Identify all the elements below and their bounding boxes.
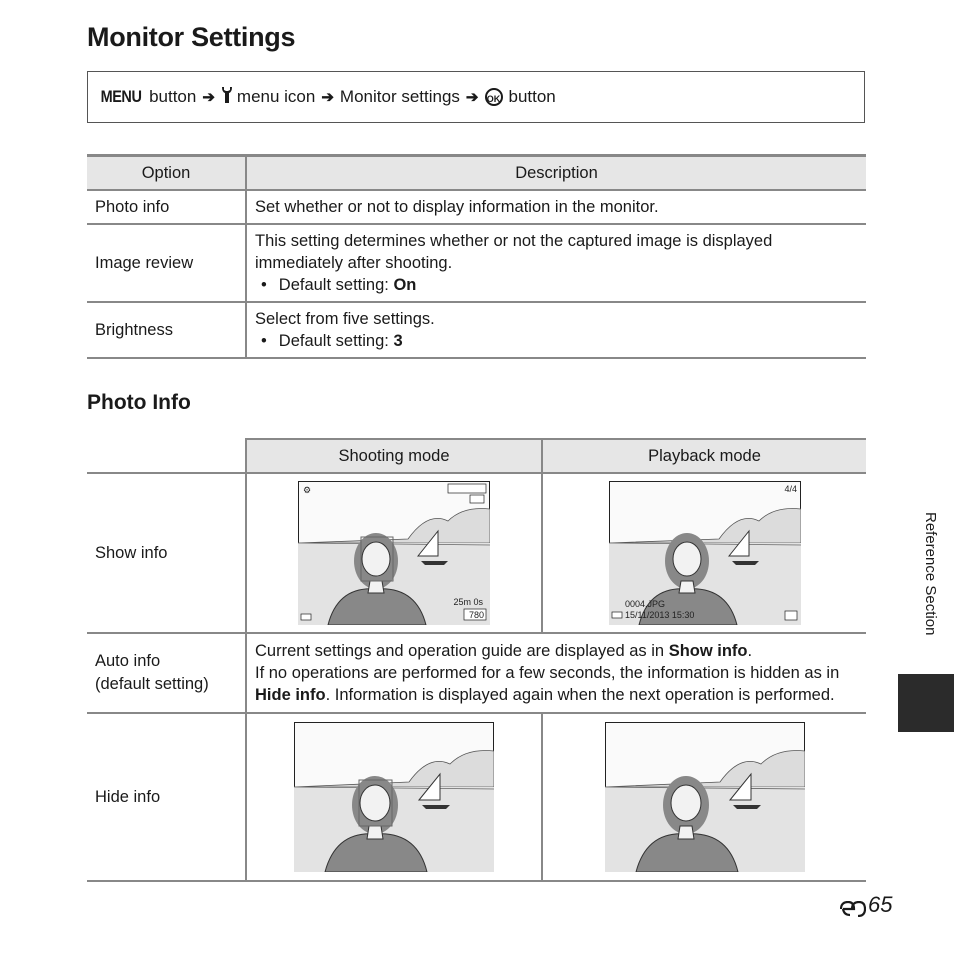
header-option: Option bbox=[87, 156, 246, 191]
auto-desc-hide-info: Hide info bbox=[255, 686, 326, 704]
page-number-text: 65 bbox=[868, 892, 893, 917]
auto-desc-show-info: Show info bbox=[668, 642, 748, 660]
row-label-hide-info: Hide info bbox=[87, 713, 246, 881]
option-brightness: Brightness bbox=[87, 302, 246, 358]
desc-brightness-text: Select from five settings. bbox=[255, 310, 435, 328]
row-label-auto-info bbox=[87, 633, 246, 713]
option-photo-info: Photo info bbox=[87, 190, 246, 224]
play-file-readout: 0004.JPG bbox=[624, 599, 665, 609]
photo-info-table bbox=[87, 438, 866, 882]
reference-e-icon bbox=[840, 897, 866, 913]
menu-path-box bbox=[87, 71, 865, 123]
row-label-show-info: Show info bbox=[87, 473, 246, 633]
default-label: Default setting: bbox=[278, 276, 394, 294]
default-label: Default setting: bbox=[278, 332, 394, 350]
arrow-right-icon: ➔ bbox=[321, 89, 334, 106]
screen-icon-mode: ⚙ bbox=[303, 485, 312, 495]
auto-info-description bbox=[246, 633, 866, 713]
auto-desc-text: If no operations are performed for a few seconds, the information is hidden as in bbox=[255, 664, 840, 682]
table-row bbox=[87, 302, 866, 358]
nav-text-button: button bbox=[149, 87, 197, 106]
auto-desc-text: Current settings and operation guide are displayed as in bbox=[255, 642, 669, 660]
default-value: On bbox=[393, 276, 417, 294]
play-counter-readout: 4/4 bbox=[783, 484, 797, 494]
section-heading: Photo Info bbox=[87, 391, 191, 414]
page-number bbox=[840, 892, 892, 918]
auto-desc-text: . Information is displayed again when the next operation is performed. bbox=[325, 686, 835, 704]
arrow-right-icon: ➔ bbox=[202, 89, 215, 106]
nav-text-monitor-settings: Monitor settings bbox=[339, 87, 460, 106]
header-playback-mode: Playback mode bbox=[542, 439, 866, 473]
header-shooting-mode: Shooting mode bbox=[246, 439, 542, 473]
playback-show-info-cell bbox=[542, 473, 866, 633]
desc-image-review bbox=[246, 224, 866, 302]
shooting-hide-info-cell bbox=[246, 713, 542, 881]
auto-info-label: Auto info bbox=[95, 652, 161, 670]
table-header-row bbox=[87, 439, 866, 473]
ok-button-icon: OK bbox=[485, 88, 503, 106]
side-section-label bbox=[921, 512, 939, 662]
nav-text-menu-icon: menu icon bbox=[236, 87, 316, 106]
desc-photo-info: Set whether or not to display information in the monitor. bbox=[255, 197, 659, 216]
table-row bbox=[87, 224, 866, 302]
header-description: Description bbox=[246, 156, 866, 191]
play-date-readout: 15/11/2013 15:30 bbox=[624, 610, 694, 620]
page-title: Monitor Settings bbox=[87, 22, 296, 52]
default-setting-bullet bbox=[255, 274, 858, 296]
shooting-screen-show-info bbox=[298, 481, 490, 625]
playback-hide-info-cell bbox=[542, 713, 866, 881]
wrench-icon bbox=[221, 86, 233, 109]
default-value: 3 bbox=[393, 332, 403, 350]
monitor-settings-table bbox=[87, 154, 866, 359]
table-row bbox=[87, 713, 866, 881]
shoot-count-readout: 780 bbox=[468, 610, 484, 620]
table-row bbox=[87, 633, 866, 713]
shooting-screen-hide-info bbox=[294, 722, 494, 872]
header-blank bbox=[87, 439, 246, 473]
menu-button-icon: MENU bbox=[100, 87, 142, 106]
shooting-show-info-cell bbox=[246, 473, 542, 633]
arrow-right-icon: ➔ bbox=[465, 89, 479, 106]
playback-screen-show-info bbox=[609, 481, 801, 625]
playback-screen-hide-info bbox=[605, 722, 805, 872]
shoot-time-readout: 25m 0s bbox=[453, 597, 483, 607]
desc-image-review-text: This setting determines whether or not the captured image is displayed immediately after shooting. bbox=[255, 232, 773, 272]
table-row bbox=[87, 473, 866, 633]
option-image-review: Image review bbox=[87, 224, 246, 302]
desc-brightness bbox=[246, 302, 866, 358]
auto-desc-text: . bbox=[747, 642, 753, 660]
nav-text-button-2: button bbox=[508, 87, 556, 106]
table-row bbox=[87, 190, 866, 224]
auto-info-default: (default setting) bbox=[95, 675, 209, 693]
default-setting-bullet bbox=[255, 330, 858, 352]
section-tab-marker bbox=[898, 674, 954, 732]
table-header-row bbox=[87, 156, 866, 191]
side-label-text: Reference Section bbox=[922, 512, 939, 636]
